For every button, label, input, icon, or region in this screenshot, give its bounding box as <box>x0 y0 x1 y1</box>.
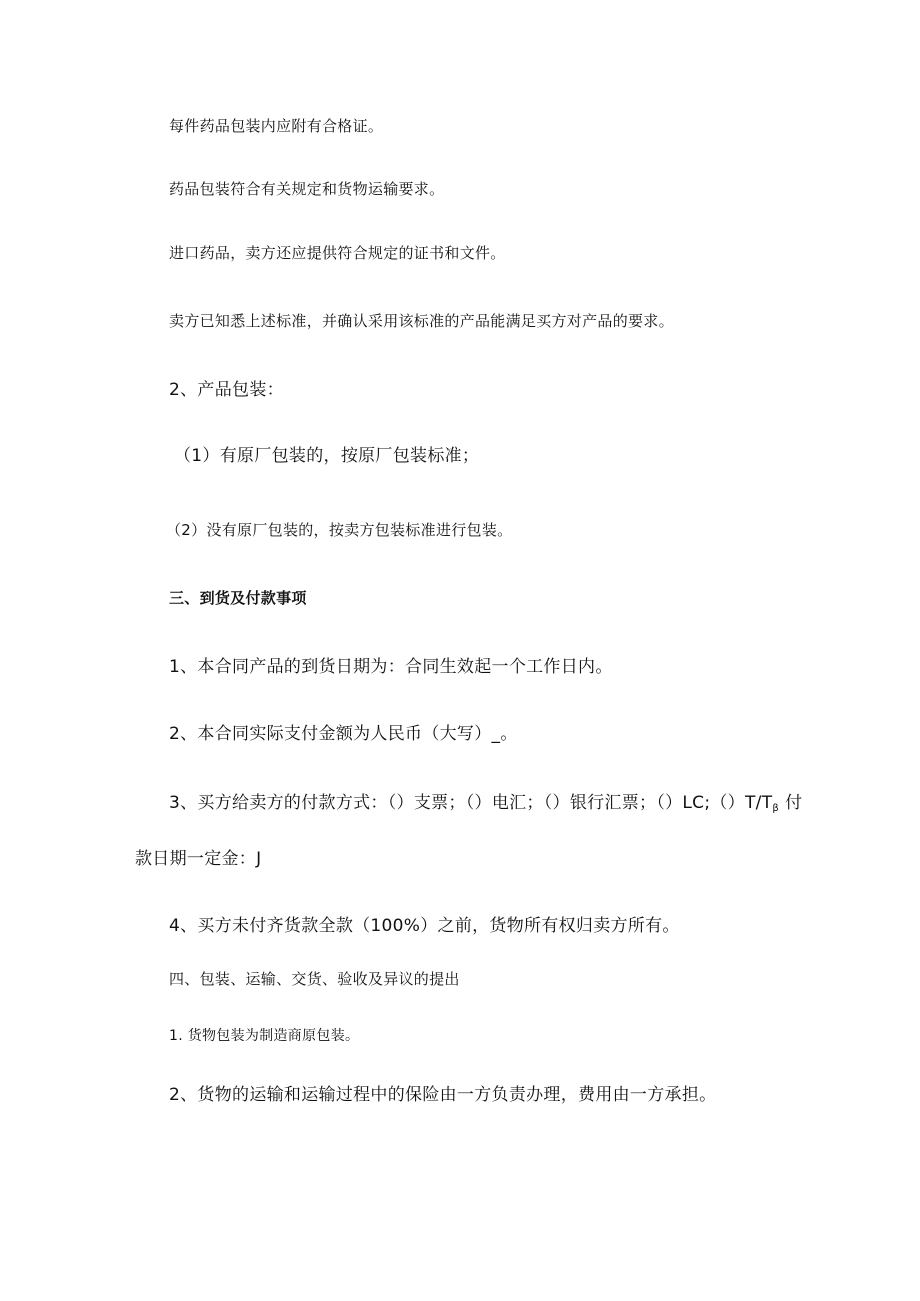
item-original-packaging: （1）有原厂包装的，按原厂包装标准； <box>174 446 480 466</box>
item-no-original-packaging: （2）没有原厂包装的，按卖方包装标准进行包装。 <box>166 521 513 539</box>
payment-method-subscript: β <box>772 803 780 814</box>
heading-product-packaging: 2、产品包装： <box>169 380 284 400</box>
paragraph-packaging-rules: 药品包装符合有关规定和货物运输要求。 <box>169 180 445 198</box>
paragraph-imported-drugs: 进口药品，卖方还应提供符合规定的证书和文件。 <box>169 244 506 262</box>
clause-transport-insurance: 2、货物的运输和运输过程中的保险由一方负责办理，费用由一方承担。 <box>169 1085 717 1105</box>
section-heading-packaging-transport: 四、包装、运输、交货、验收及异议的提出 <box>169 970 460 988</box>
paragraph-certificate: 每件药品包装内应附有合格证。 <box>169 117 384 135</box>
clause-manufacturer-packaging: 1. 货物包装为制造商原包装。 <box>169 1028 360 1044</box>
clause-payment-amount: 2、本合同实际支付金额为人民币（大写）_。 <box>169 724 518 744</box>
clause-delivery-date: 1、本合同产品的到货日期为：合同生效起一个工作日内。 <box>169 657 613 677</box>
payment-method-text: 3、买方给卖方的付款方式：（）支票；（）电汇；（）银行汇票；（）LC;（）T/T <box>169 793 773 813</box>
paragraph-standards-ack: 卖方已知悉上述标准，并确认采用该标准的产品能满足买方对产品的要求。 <box>169 312 674 330</box>
clause-payment-method <box>169 793 802 819</box>
clause-ownership: 4、买方未付齐货款全款（100%）之前，货物所有权归卖方所有。 <box>169 916 680 936</box>
payment-method-continue: 付 <box>785 793 803 813</box>
section-heading-delivery-payment: 三、到货及付款事项 <box>169 589 307 607</box>
clause-payment-date-deposit: 款日期一定金：J <box>135 849 262 869</box>
